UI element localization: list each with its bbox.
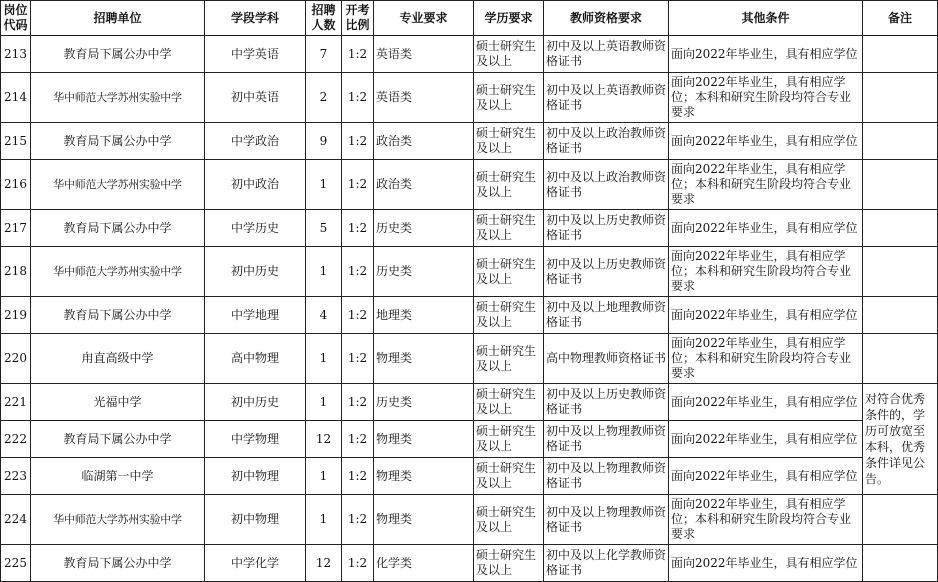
- cell-note-empty: [863, 73, 938, 123]
- cell-code: 217: [1, 210, 31, 247]
- cell-edu: 硕士研究生及以上: [474, 495, 544, 545]
- table-row: [1, 73, 938, 123]
- table-row: [1, 384, 938, 421]
- cell-unit: 教育局下属公办中学: [31, 421, 205, 458]
- cell-ratio: 1:2: [342, 297, 374, 334]
- cell-note-empty: [863, 334, 938, 384]
- cell-note-empty: [863, 210, 938, 247]
- cell-ratio: 1:2: [342, 334, 374, 384]
- cell-ratio: 1:2: [342, 495, 374, 545]
- cell-subject: 初中物理: [205, 495, 306, 545]
- cell-subject: 中学地理: [205, 297, 306, 334]
- header-count: 招聘人数: [306, 1, 342, 36]
- cell-unit: 华中师范大学苏州实验中学: [31, 73, 205, 123]
- cell-unit: 临湖第一中学: [31, 458, 205, 495]
- cell-major: 政治类: [374, 123, 474, 160]
- cell-cert: 初中及以上物理教师资格证书: [544, 421, 669, 458]
- cell-major: 物理类: [374, 421, 474, 458]
- cell-subject: 初中物理: [205, 458, 306, 495]
- cell-major: 英语类: [374, 73, 474, 123]
- header-unit: 招聘单位: [31, 1, 205, 36]
- table-row: [1, 421, 938, 458]
- cell-code: 220: [1, 334, 31, 384]
- cell-note-empty: [863, 160, 938, 210]
- table-row: [1, 458, 938, 495]
- cell-edu: 硕士研究生及以上: [474, 384, 544, 421]
- cell-code: 225: [1, 545, 31, 582]
- cell-major: 化学类: [374, 545, 474, 582]
- cell-other: 面向2022年毕业生，具有相应学位: [669, 36, 863, 73]
- cell-edu: 硕士研究生及以上: [474, 334, 544, 384]
- cell-subject: 初中历史: [205, 384, 306, 421]
- cell-code: 218: [1, 247, 31, 297]
- cell-note-empty: [863, 247, 938, 297]
- cell-edu: 硕士研究生及以上: [474, 73, 544, 123]
- cell-edu: 硕士研究生及以上: [474, 36, 544, 73]
- cell-unit: 教育局下属公办中学: [31, 123, 205, 160]
- cell-ratio: 1:2: [342, 36, 374, 73]
- cell-subject: 初中政治: [205, 160, 306, 210]
- cell-subject: 中学物理: [205, 421, 306, 458]
- cell-ratio: 1:2: [342, 210, 374, 247]
- cell-other: 面向2022年毕业生，具有相应学位；本科和研究生阶段均符合专业要求: [669, 334, 863, 384]
- cell-unit: 华中师范大学苏州实验中学: [31, 247, 205, 297]
- cell-count: 1: [306, 247, 342, 297]
- cell-cert: 高中物理教师资格证书: [544, 334, 669, 384]
- cell-unit: 华中师范大学苏州实验中学: [31, 495, 205, 545]
- cell-major: 历史类: [374, 210, 474, 247]
- header-ratio: 开考比例: [342, 1, 374, 36]
- cell-major: 政治类: [374, 160, 474, 210]
- cell-edu: 硕士研究生及以上: [474, 123, 544, 160]
- cell-ratio: 1:2: [342, 247, 374, 297]
- cell-other: 面向2022年毕业生，具有相应学位；本科和研究生阶段均符合专业要求: [669, 247, 863, 297]
- cell-cert: 初中及以上历史教师资格证书: [544, 210, 669, 247]
- cell-cert: 初中及以上物理教师资格证书: [544, 495, 669, 545]
- cell-cert: 初中及以上历史教师资格证书: [544, 384, 669, 421]
- cell-count: 7: [306, 36, 342, 73]
- cell-edu: 硕士研究生及以上: [474, 297, 544, 334]
- cell-code: 216: [1, 160, 31, 210]
- cell-major: 历史类: [374, 247, 474, 297]
- cell-other: 面向2022年毕业生，具有相应学位: [669, 123, 863, 160]
- cell-subject: 中学化学: [205, 545, 306, 582]
- cell-subject: 高中物理: [205, 334, 306, 384]
- cell-major: 历史类: [374, 384, 474, 421]
- cell-unit: 教育局下属公办中学: [31, 36, 205, 73]
- cell-other: 面向2022年毕业生，具有相应学位: [669, 210, 863, 247]
- cell-edu: 硕士研究生及以上: [474, 458, 544, 495]
- cell-note: 对符合优秀条件的，学历可放宽至本科，优秀条件详见公告。: [863, 384, 938, 495]
- cell-unit: 甪直高级中学: [31, 334, 205, 384]
- cell-count: 1: [306, 458, 342, 495]
- table-row: [1, 123, 938, 160]
- cell-major: 物理类: [374, 334, 474, 384]
- cell-count: 2: [306, 73, 342, 123]
- cell-ratio: 1:2: [342, 123, 374, 160]
- cell-cert: 初中及以上化学教师资格证书: [544, 545, 669, 582]
- cell-code: 215: [1, 123, 31, 160]
- cell-edu: 硕士研究生及以上: [474, 160, 544, 210]
- cell-major: 英语类: [374, 36, 474, 73]
- cell-subject: 初中英语: [205, 73, 306, 123]
- cell-ratio: 1:2: [342, 458, 374, 495]
- cell-major: 地理类: [374, 297, 474, 334]
- cell-code: 222: [1, 421, 31, 458]
- table-row: [1, 210, 938, 247]
- table-row: [1, 36, 938, 73]
- cell-subject: 初中历史: [205, 247, 306, 297]
- cell-count: 1: [306, 495, 342, 545]
- cell-major: 物理类: [374, 458, 474, 495]
- cell-edu: 硕士研究生及以上: [474, 545, 544, 582]
- table-row: [1, 297, 938, 334]
- cell-note-empty: [863, 495, 938, 545]
- cell-edu: 硕士研究生及以上: [474, 421, 544, 458]
- cell-count: 12: [306, 545, 342, 582]
- cell-count: 9: [306, 123, 342, 160]
- cell-other: 面向2022年毕业生，具有相应学位: [669, 384, 863, 421]
- cell-count: 5: [306, 210, 342, 247]
- cell-note-empty: [863, 297, 938, 334]
- table-row: [1, 334, 938, 384]
- cell-edu: 硕士研究生及以上: [474, 210, 544, 247]
- cell-other: 面向2022年毕业生，具有相应学位；本科和研究生阶段均符合专业要求: [669, 495, 863, 545]
- table-row: [1, 495, 938, 545]
- cell-other: 面向2022年毕业生，具有相应学位: [669, 545, 863, 582]
- cell-unit: 教育局下属公办中学: [31, 545, 205, 582]
- table-row: [1, 545, 938, 582]
- cell-code: 224: [1, 495, 31, 545]
- header-code: 岗位代码: [1, 1, 31, 36]
- table-row: [1, 247, 938, 297]
- cell-subject: 中学历史: [205, 210, 306, 247]
- header-note: 备注: [863, 1, 938, 36]
- cell-count: 4: [306, 297, 342, 334]
- cell-unit: 光福中学: [31, 384, 205, 421]
- cell-cert: 初中及以上政治教师资格证书: [544, 160, 669, 210]
- cell-unit: 华中师范大学苏州实验中学: [31, 160, 205, 210]
- cell-subject: 中学政治: [205, 123, 306, 160]
- cell-other: 面向2022年毕业生，具有相应学位: [669, 297, 863, 334]
- cell-code: 223: [1, 458, 31, 495]
- cell-ratio: 1:2: [342, 384, 374, 421]
- cell-note-empty: [863, 545, 938, 582]
- cell-ratio: 1:2: [342, 421, 374, 458]
- cell-cert: 初中及以上历史教师资格证书: [544, 247, 669, 297]
- cell-unit: 教育局下属公办中学: [31, 210, 205, 247]
- cell-cert: 初中及以上英语教师资格证书: [544, 36, 669, 73]
- cell-cert: 初中及以上政治教师资格证书: [544, 123, 669, 160]
- header-major: 专业要求: [374, 1, 474, 36]
- cell-cert: 初中及以上地理教师资格证书: [544, 297, 669, 334]
- cell-note-empty: [863, 36, 938, 73]
- cell-code: 214: [1, 73, 31, 123]
- cell-count: 1: [306, 334, 342, 384]
- cell-subject: 中学英语: [205, 36, 306, 73]
- cell-note-empty: [863, 123, 938, 160]
- cell-cert: 初中及以上英语教师资格证书: [544, 73, 669, 123]
- cell-count: 12: [306, 421, 342, 458]
- cell-ratio: 1:2: [342, 73, 374, 123]
- cell-other: 面向2022年毕业生，具有相应学位: [669, 458, 863, 495]
- cell-ratio: 1:2: [342, 545, 374, 582]
- cell-other: 面向2022年毕业生，具有相应学位；本科和研究生阶段均符合专业要求: [669, 73, 863, 123]
- cell-cert: 初中及以上物理教师资格证书: [544, 458, 669, 495]
- cell-unit: 教育局下属公办中学: [31, 297, 205, 334]
- cell-ratio: 1:2: [342, 160, 374, 210]
- cell-edu: 硕士研究生及以上: [474, 247, 544, 297]
- cell-code: 221: [1, 384, 31, 421]
- table-row: [1, 160, 938, 210]
- cell-other: 面向2022年毕业生，具有相应学位: [669, 421, 863, 458]
- header-other: 其他条件: [669, 1, 863, 36]
- cell-code: 219: [1, 297, 31, 334]
- header-cert: 教师资格要求: [544, 1, 669, 36]
- header-row: [1, 1, 938, 36]
- header-subject: 学段学科: [205, 1, 306, 36]
- cell-count: 1: [306, 160, 342, 210]
- cell-major: 物理类: [374, 495, 474, 545]
- cell-count: 1: [306, 384, 342, 421]
- cell-other: 面向2022年毕业生，具有相应学位；本科和研究生阶段均符合专业要求: [669, 160, 863, 210]
- header-edu: 学历要求: [474, 1, 544, 36]
- cell-code: 213: [1, 36, 31, 73]
